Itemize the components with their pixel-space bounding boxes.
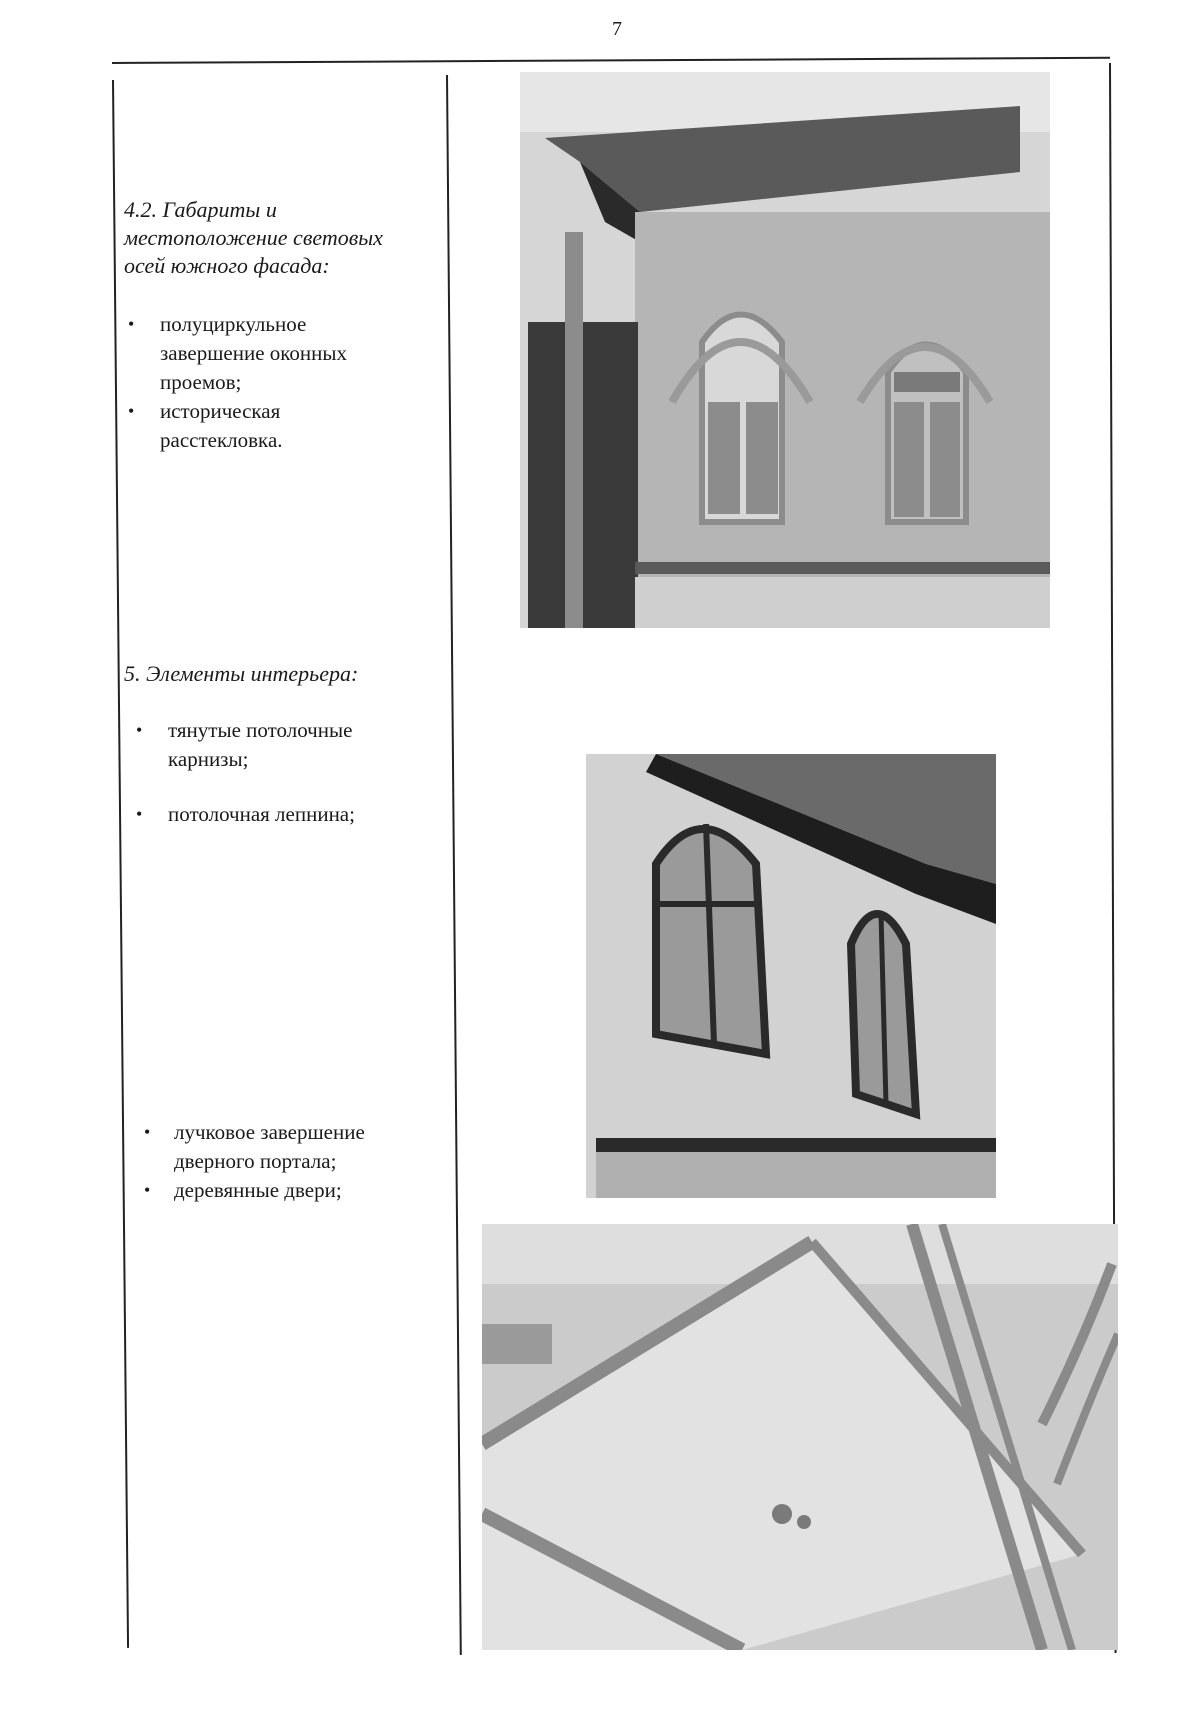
section-4-2-heading [124,196,434,280]
arched-windows-photo [586,754,996,1198]
section-4-2-list [124,310,434,455]
list-item: • историческая расстекловка. [128,399,283,452]
list-item: • тянутые потолочные карнизы; [136,718,353,771]
section-5 [124,660,434,829]
section-5-list-b [124,1118,434,1205]
list-item: • полуциркульное завершение оконных проемов; [128,312,347,394]
ceiling-photo-icon [482,1224,1118,1650]
list-item: • деревянные двери; [124,1176,434,1205]
facade-photo [520,72,1050,628]
section-5-list-a [124,716,434,829]
heading-line: 4.2. Габариты и [124,197,277,222]
bullet-icon: • [128,401,135,421]
page-number: 7 [612,18,622,40]
list-item: • потолочная лепнина; [124,800,434,829]
table-column-divider [446,75,462,1655]
section-5-continued [124,1118,434,1205]
section-4-2 [124,196,434,455]
bullet-icon: • [136,804,143,824]
facade-photo-icon [520,72,1050,628]
bullet-icon: • [144,1180,151,1200]
bullet-icon: • [144,1122,151,1142]
arched-windows-photo-icon [586,754,996,1198]
section-5-heading: 5. Элементы интерьера: [124,661,359,686]
table-border-top [112,57,1110,64]
heading-line: местоположение световых [124,225,383,250]
bullet-icon: • [128,314,135,334]
ceiling-photo [482,1224,1118,1650]
list-item: • лучковое завершение дверного портала; [144,1120,365,1173]
heading-line: осей южного фасада: [124,253,330,278]
bullet-icon: • [136,720,143,740]
